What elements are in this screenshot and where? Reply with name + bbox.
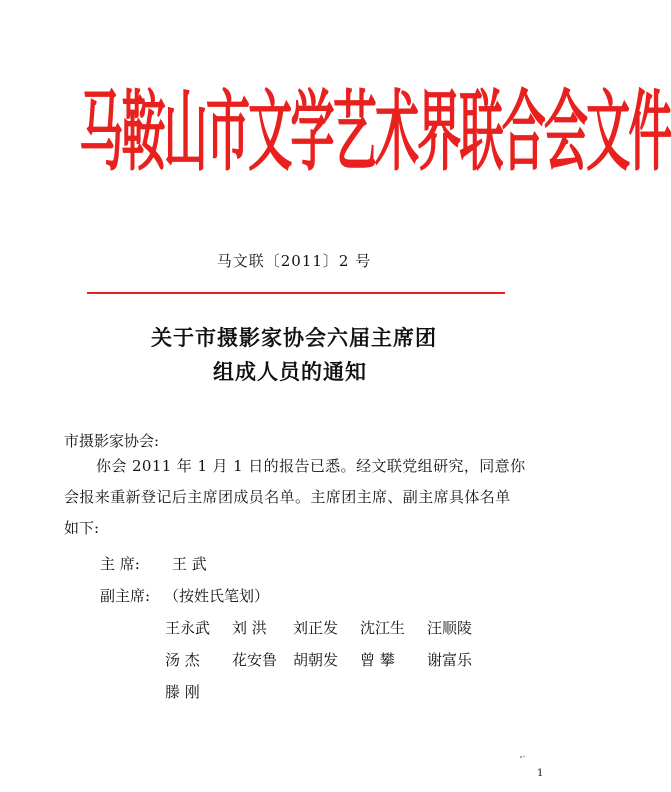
body-paragraph-line-2: 会报来重新登记后主席团成员名单。主席团主席、副主席具体名单 xyxy=(64,488,511,506)
document-masthead: 马鞍山市文学艺术界联合会文件 xyxy=(79,80,671,183)
red-divider-rule xyxy=(87,292,505,294)
body-paragraph-line-1: 你会 2011 年 1 月 1 日的报告已悉。经文联党组研究，同意你 xyxy=(96,457,526,475)
vice-chairman-name: 王永武 xyxy=(165,619,211,637)
vice-chairman-name: 胡朝发 xyxy=(293,651,339,669)
vice-chairman-name: 刘 洪 xyxy=(232,619,267,637)
vice-chairman-name: 刘正发 xyxy=(293,619,339,637)
vice-chairman-name: 滕 刚 xyxy=(165,683,200,701)
scan-speck xyxy=(520,755,526,759)
salutation: 市摄影家协会: xyxy=(64,432,160,450)
chairman-name: 王 武 xyxy=(172,555,207,573)
vice-chairman-name: 花安鲁 xyxy=(232,651,278,669)
vice-chairman-ordering-note: （按姓氏笔划） xyxy=(164,587,270,605)
body-paragraph-line-3: 如下: xyxy=(64,519,100,537)
chairman-label: 主 席: xyxy=(100,555,140,573)
vice-chairman-name: 沈江生 xyxy=(360,619,406,637)
vice-chairman-name: 汪顺陵 xyxy=(427,619,473,637)
vice-chairman-label: 副主席: xyxy=(100,587,151,605)
notice-title-line-1: 关于市摄影家协会六届主席团 xyxy=(151,325,437,350)
document-number: 马文联〔2011〕2 号 xyxy=(216,252,372,270)
vice-chairman-name: 曾 攀 xyxy=(360,651,395,669)
vice-chairman-name: 汤 杰 xyxy=(165,651,200,669)
page-number: 1 xyxy=(537,768,544,779)
notice-title-line-2: 组成人员的通知 xyxy=(213,359,367,384)
vice-chairman-name: 谢富乐 xyxy=(427,651,473,669)
